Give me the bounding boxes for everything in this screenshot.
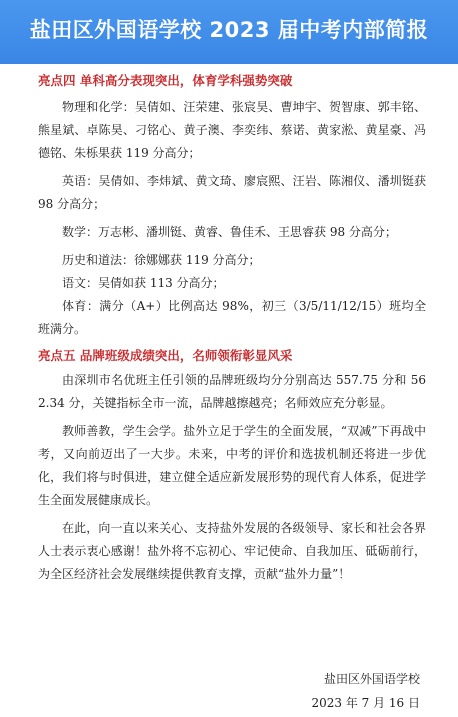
math-paragraph: 数学：万志彬、潘圳铤、黄睿、鲁佳禾、王思睿获 98 分高分； — [62, 225, 397, 239]
chinese-paragraph: 语文：吴倩如获 113 分高分； — [62, 276, 225, 290]
teaching-paragraph: 教师善教，学生会学。盐外立足于学生的全面发展，“双减”下再战中考，又向前迈出了一大步。未来，中考的评价和选拔机制还将进一步优化，我们将与时俱进，建立健全适应新发展形势的现代育人体系，促进学生全面发展健康成长。 — [38, 424, 426, 507]
header-banner — [0, 0, 458, 64]
section-heading-4: 亮点四 单科高分表现突出，体育学科强势突破 — [38, 73, 293, 88]
document-body — [38, 66, 426, 586]
thanks-paragraph: 在此，向一直以来关心、支持盐外发展的各级领导、家长和社会各界人士表示衷心感谢！盐外将不忘初心、牢记使命、自我加压、砥砺前行，为全区经济社会发展继续提供教育支撑，贡献“盐外力量”！ — [38, 521, 426, 581]
history-law-paragraph: 历史和道法：徐娜娜获 119 分高分； — [62, 253, 261, 267]
pe-paragraph: 体育：满分（A+）比例高达 98%，初三（3/5/11/12/15）班均全班满分。 — [38, 299, 426, 336]
signature-school: 盐田区外国语学校 — [323, 672, 420, 686]
section-heading-5: 亮点五 品牌班级成绩突出，名师领衔彰显风采 — [38, 348, 293, 363]
physics-chemistry-paragraph: 物理和化学：吴倩如、汪荣建、张宸昊、曹坤宇、贺智康、郭丰铭、熊星斌、卓陈昊、刁铭心、黄子澳、李奕纬、蔡诺、黄家淞、黄星豪、冯德铭、朱栎果获 119 分高分； — [38, 100, 426, 160]
english-paragraph: 英语：吴倩如、李炜斌、黄文琦、廖宸熙、汪岩、陈湘仪、潘圳铤获 98 分高分； — [38, 174, 426, 211]
brand-class-paragraph: 由深圳市名优班主任引领的品牌班级均分分别高达 557.75 分和 562.34 分，关键指标全市一流，品牌越擦越亮；名师效应充分彰显。 — [38, 373, 426, 410]
page-title: 盐田区外国语学校 2023 届中考内部简报 — [29, 18, 429, 42]
signature-date: 2023 年 7 月 16 日 — [311, 696, 420, 710]
